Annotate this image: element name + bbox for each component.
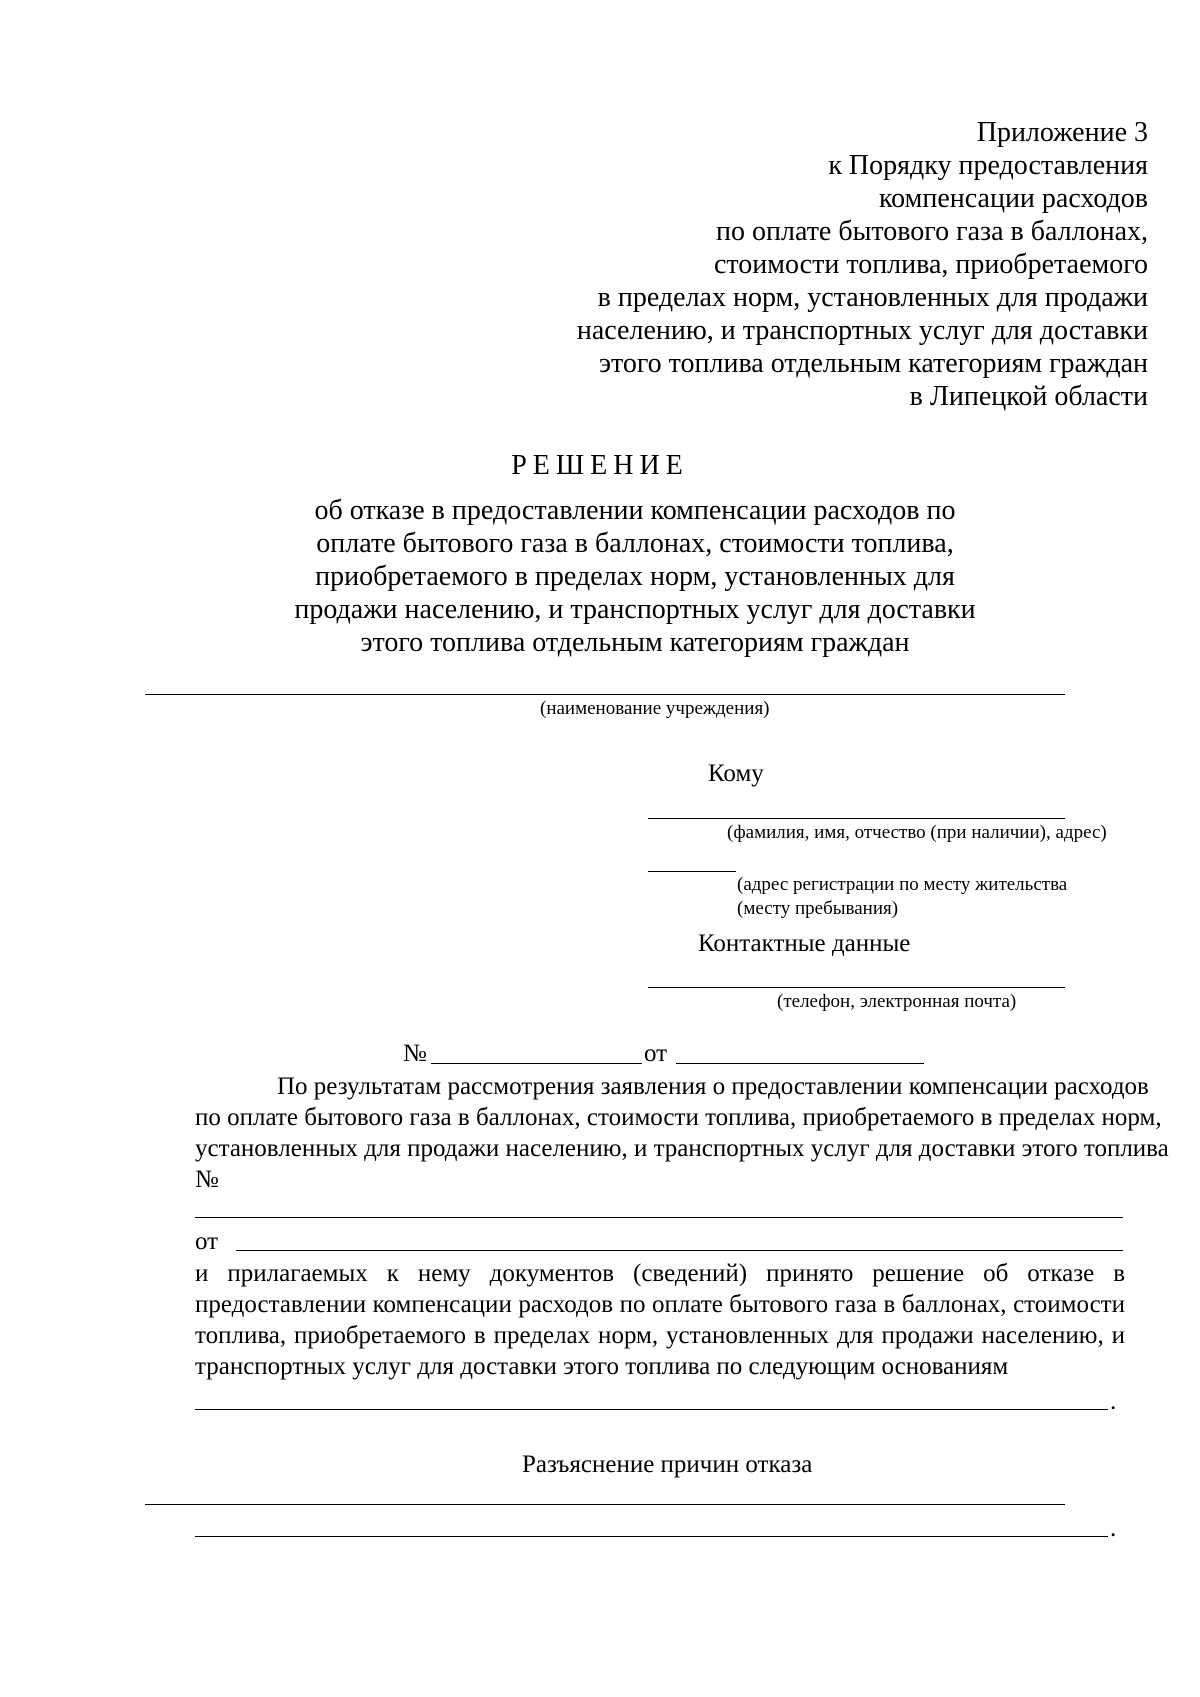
header-line: к Порядку предоставления — [828, 150, 1148, 181]
paragraph-2-line: и прилагаемых к нему документов (сведений) принято решение об отказе в — [195, 1260, 1125, 1287]
subtitle-line: этого топлива отдельным категориям граждан — [360, 627, 910, 658]
contacts-label: Контактные данные — [698, 930, 911, 957]
date-from-label: от — [644, 1040, 668, 1067]
application-from-label: от — [195, 1228, 219, 1255]
grounds-field-line[interactable] — [195, 1409, 1108, 1410]
institution-field-line[interactable] — [145, 694, 1065, 695]
number-sign: № — [403, 1040, 427, 1067]
paragraph-2-line: топлива, приобретаемого в пределах норм, установленных для продажи населению, и — [195, 1322, 1125, 1349]
subtitle-line: продажи населению, и транспортных услуг для доставки — [294, 594, 976, 625]
paragraph-1-line: установленных для продажи населению, и транспортных услуг для доставки этого топлива — [195, 1135, 1169, 1162]
application-number-sign: № — [195, 1166, 219, 1193]
header-line: по оплате бытового газа в баллонах, — [716, 216, 1148, 247]
recipient-address-field-line[interactable] — [648, 871, 736, 872]
header-line: в Липецкой области — [909, 381, 1148, 412]
recipient-label: Кому — [708, 760, 764, 787]
paragraph-2-line: транспортных услуг для доставки этого топлива по следующим основаниям — [195, 1353, 1009, 1380]
explanation-period: . — [1110, 1515, 1117, 1542]
header-line: Приложение 3 — [976, 117, 1148, 148]
explanation-field-line-1[interactable] — [145, 1504, 1065, 1505]
recipient-address-caption: (адрес регистрации по месту жительства — [737, 874, 1068, 895]
header-line: компенсации расходов — [879, 183, 1148, 214]
recipient-address-caption-2: (месту пребывания) — [737, 898, 899, 919]
institution-caption: (наименование учреждения) — [540, 698, 770, 719]
header-line: стоимости топлива, приобретаемого — [713, 249, 1148, 280]
decision-date-field-line[interactable] — [676, 1063, 924, 1064]
header-line: населению, и транспортных услуг для доставки — [576, 315, 1148, 346]
document-title: РЕШЕНИЕ — [511, 450, 689, 481]
subtitle-line: оплате бытового газа в баллонах, стоимости топлива, — [316, 528, 954, 559]
explanation-field-line-2[interactable] — [195, 1536, 1108, 1537]
paragraph-1-line: По результатам рассмотрения заявления о предоставлении компенсации расходов — [277, 1073, 1149, 1100]
header-line: этого топлива отдельным категориям граждан — [598, 348, 1148, 379]
contacts-field-line[interactable] — [648, 987, 1065, 988]
recipient-name-field-line[interactable] — [648, 818, 1065, 819]
application-number-field-line[interactable] — [195, 1217, 1123, 1218]
subtitle-line: об отказе в предоставлении компенсации расходов по — [314, 495, 956, 526]
header-line: в пределах норм, установленных для продажи — [597, 282, 1148, 313]
contacts-caption: (телефон, электронная почта) — [777, 991, 1017, 1012]
paragraph-1-line: по оплате бытового газа в баллонах, стоимости топлива, приобретаемого в пределах норм, — [195, 1104, 1162, 1131]
paragraph-2-line: предоставлении компенсации расходов по оплате бытового газа в баллонах, стоимости — [195, 1291, 1125, 1318]
explanation-heading: Разъяснение причин отказа — [522, 1451, 813, 1478]
subtitle-line: приобретаемого в пределах норм, установленных для — [315, 561, 955, 592]
recipient-name-caption: (фамилия, имя, отчество (при наличии), адрес) — [727, 822, 1107, 843]
application-date-field-line[interactable] — [236, 1250, 1123, 1251]
grounds-period: . — [1110, 1388, 1117, 1415]
decision-number-field-line[interactable] — [431, 1063, 642, 1064]
